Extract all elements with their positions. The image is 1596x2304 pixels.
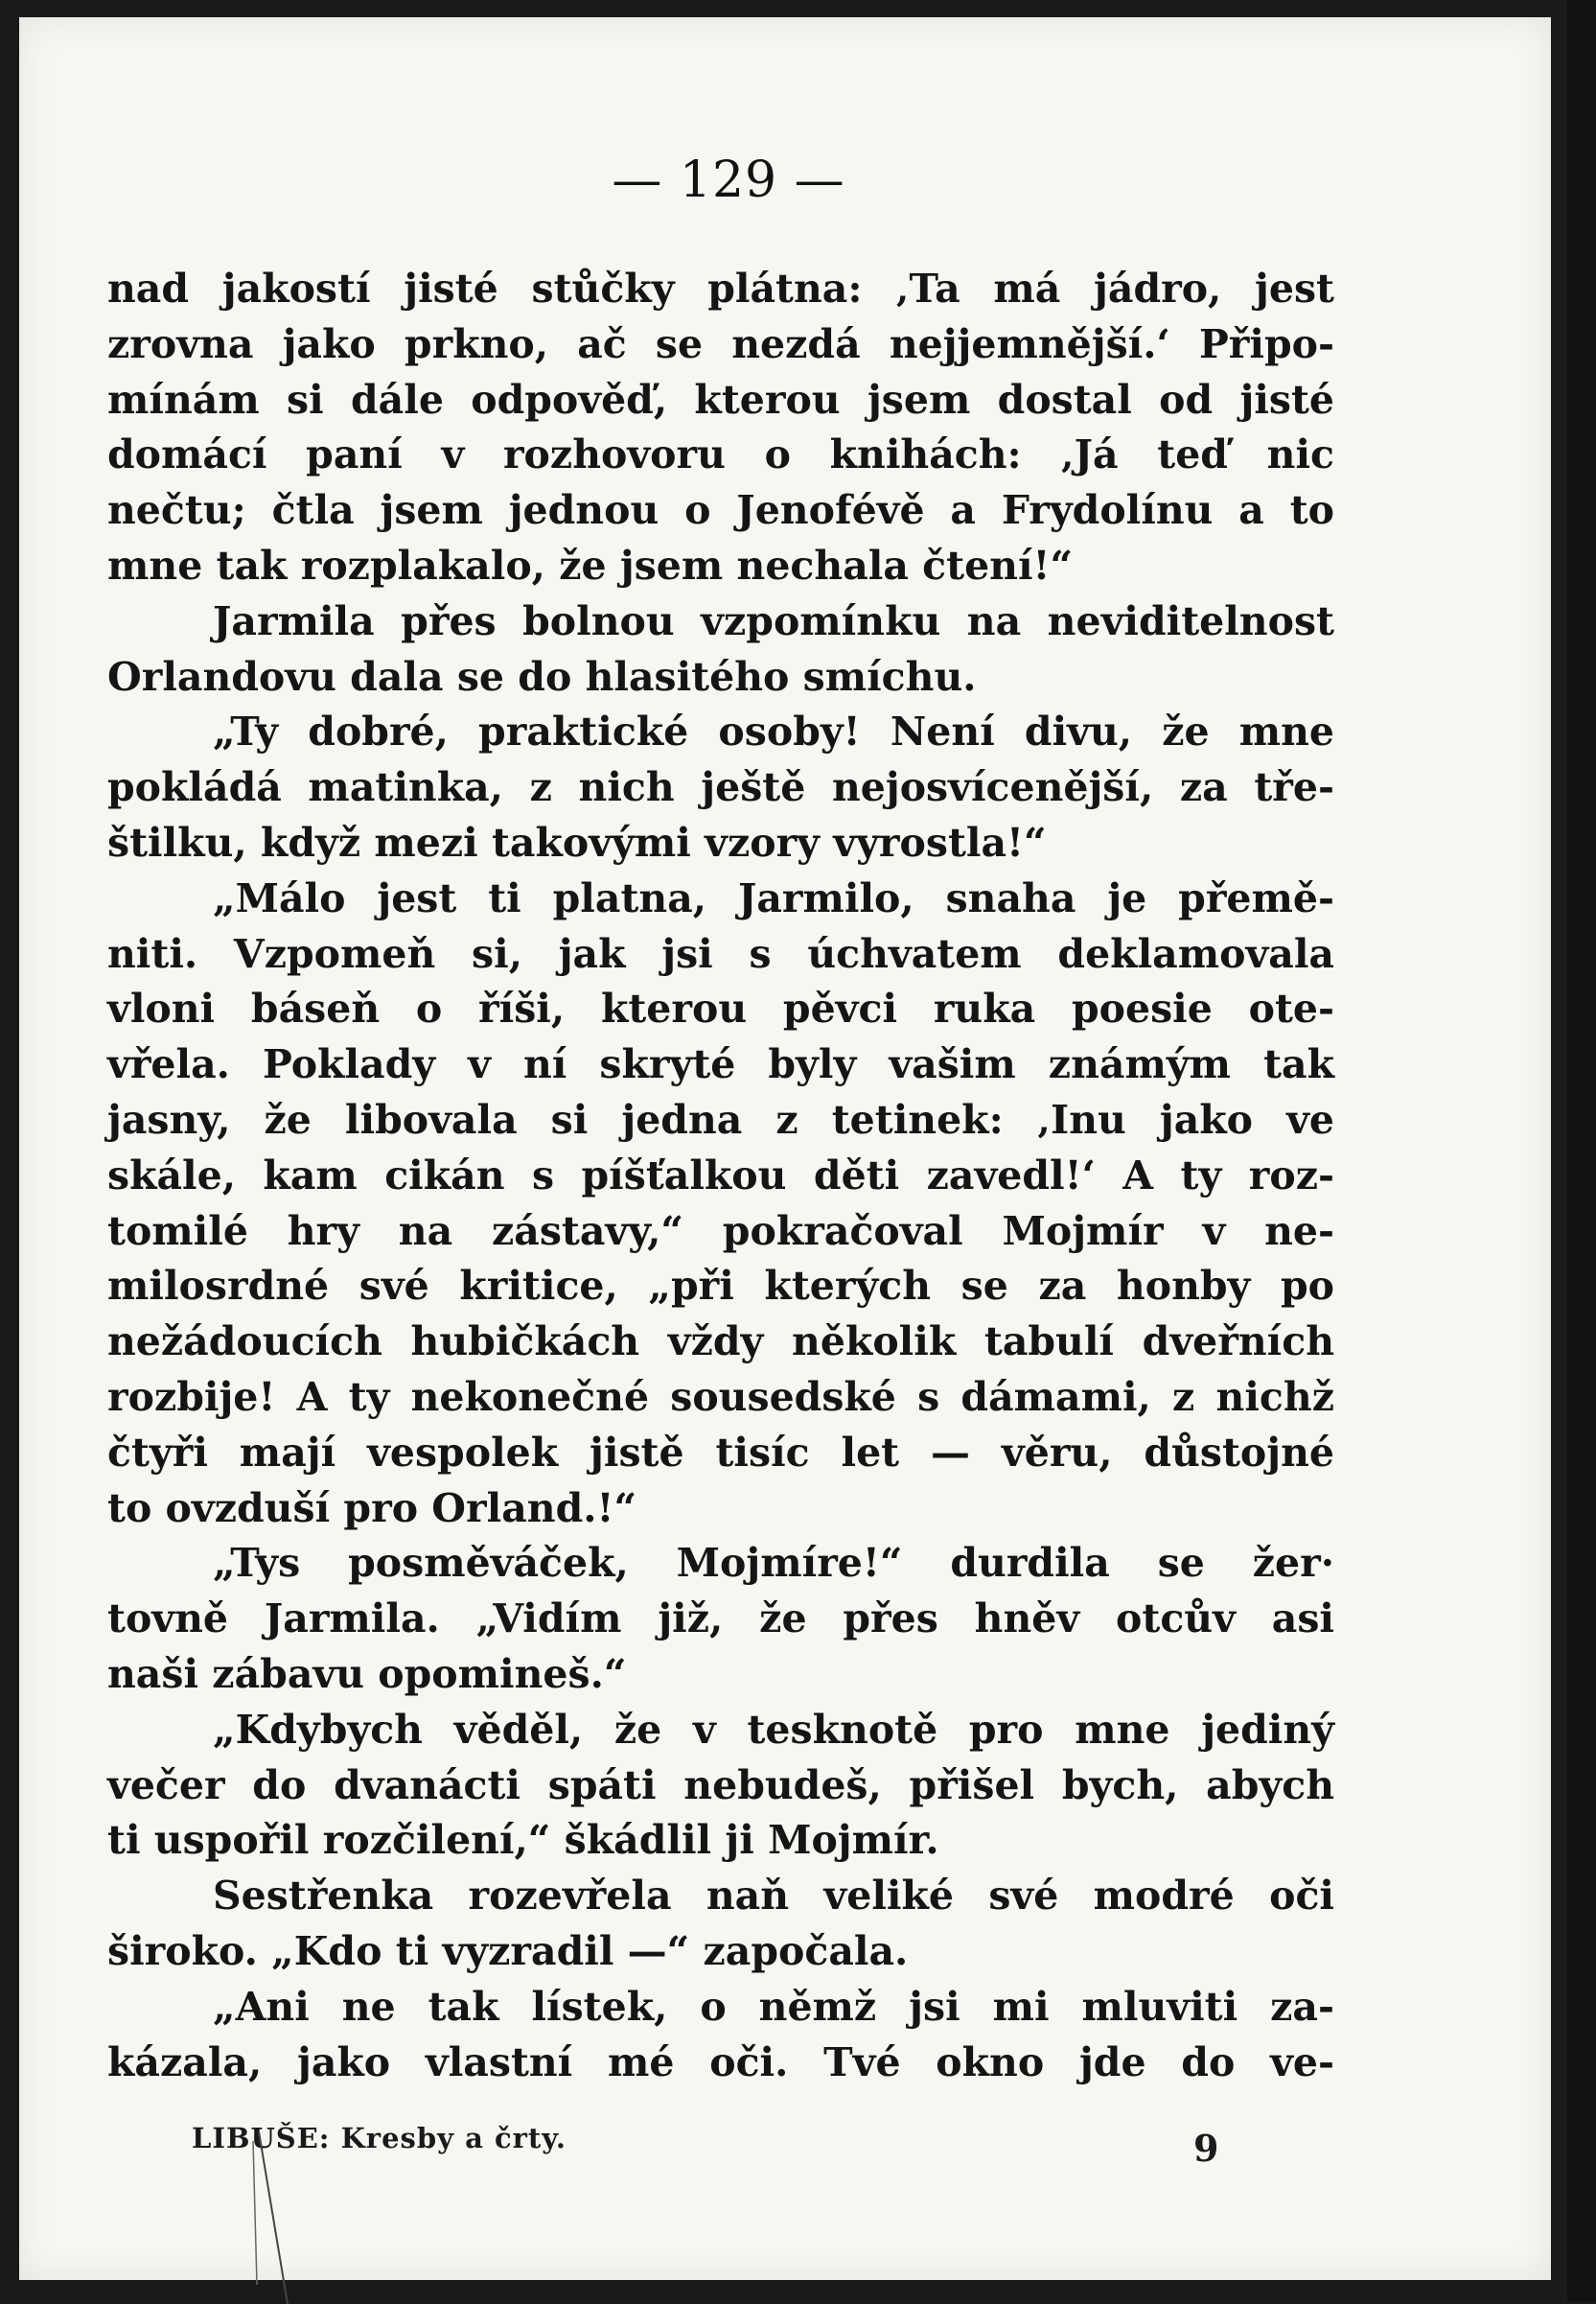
text-line: niti. Vzpomeň si, jak jsi s úchvatem deklamovala: [107, 930, 1334, 977]
text-line: štilku, když mezi takovými vzory vyrostla!“: [107, 819, 1047, 866]
text-line: zrovna jako prkno, ač se nezdá nejjemnější.‘ Připo-: [107, 320, 1334, 367]
text-line: rozbije! A ty nekonečné sousedské s dámami, z nichž: [107, 1373, 1334, 1420]
text-line: mne tak rozplakalo, že jsem nechala čtení!“: [107, 542, 1074, 589]
text-line: naši zábavu opomineš.“: [107, 1650, 627, 1697]
text-line: večer do dvanácti spáti nebudeš, přišel bych, abych: [107, 1761, 1334, 1808]
text-line: „Ani ne tak lístek, o němž jsi mi mluviti za-: [213, 1983, 1334, 2030]
text-line: „Kdybych věděl, že v tesknotě pro mne jediný: [213, 1706, 1334, 1753]
body-text: [107, 262, 1334, 2090]
book-page: [19, 17, 1551, 2280]
text-line: „Ty dobré, praktické osoby! Není divu, že mne: [213, 709, 1334, 756]
text-line: mínám si dále odpověď, kterou jsem dostal od jisté: [107, 376, 1334, 423]
sheet-number: 9: [1193, 2127, 1219, 2170]
text-line: Sestřenka rozevřela naň veliké své modré oči: [213, 1873, 1334, 1920]
text-line: milosrdné své kritice, „při kterých se za honby po: [107, 1263, 1334, 1310]
text-line: domácí paní v rozhovoru o knihách: ‚Já teď nic: [107, 431, 1334, 478]
text-line: vloni báseň o říši, kterou pěvci ruka poesie ote-: [107, 986, 1334, 1033]
text-line: Jarmila přes bolnou vzpomínku na neviditelnost: [213, 597, 1334, 644]
scan-edge: [1567, 0, 1596, 2301]
footer-signature: LIBUŠE: Kresby a črty.: [192, 2122, 567, 2154]
text-line: čtyři mají vespolek jistě tisíc let — věru, důstojné: [107, 1429, 1334, 1476]
text-line: Orlandovu dala se do hlasitého smíchu.: [107, 653, 977, 700]
text-line: ti uspořil rozčilení,“ škádlil ji Mojmír.: [107, 1817, 939, 1864]
text-line: vřela. Poklady v ní skryté byly vašim známým tak: [107, 1041, 1334, 1088]
text-line: „Tys posměváček, Mojmíre!“ durdila se žer·: [213, 1540, 1334, 1587]
text-line: nečtu; čtla jsem jednou o Jenofévě a Frydolínu a to: [107, 487, 1334, 534]
text-line: to ovzduší pro Orland.!“: [107, 1484, 637, 1531]
text-line: jasny, že libovala si jedna z tetinek: ‚Inu jako ve: [107, 1096, 1334, 1143]
text-line: skále, kam cikán s píšťalkou děti zavedl!‘ A ty roz-: [107, 1152, 1334, 1199]
page-number: — 129 —: [612, 151, 845, 209]
text-line: kázala, jako vlastní mé oči. Tvé okno jde do ve-: [107, 2038, 1334, 2085]
text-line: nežádoucích hubičkách vždy několik tabulí dveřních: [107, 1318, 1334, 1365]
text-line: nad jakostí jisté stůčky plátna: ‚Ta má jádro, jest: [107, 266, 1334, 312]
text-line: tomilé hry na zástavy,“ pokračoval Mojmír v ne-: [107, 1207, 1334, 1254]
paper-crease-mark: [249, 2131, 307, 2304]
text-line: „Málo jest ti platna, Jarmilo, snaha je přemě-: [213, 874, 1334, 921]
text-line: pokládá matinka, z nich ještě nejosvícenější, za tře-: [107, 764, 1334, 811]
text-line: tovně Jarmila. „Vidím již, že přes hněv otcův asi: [107, 1595, 1334, 1642]
text-line: široko. „Kdo ti vyzradil —“ započala.: [107, 1927, 909, 1974]
